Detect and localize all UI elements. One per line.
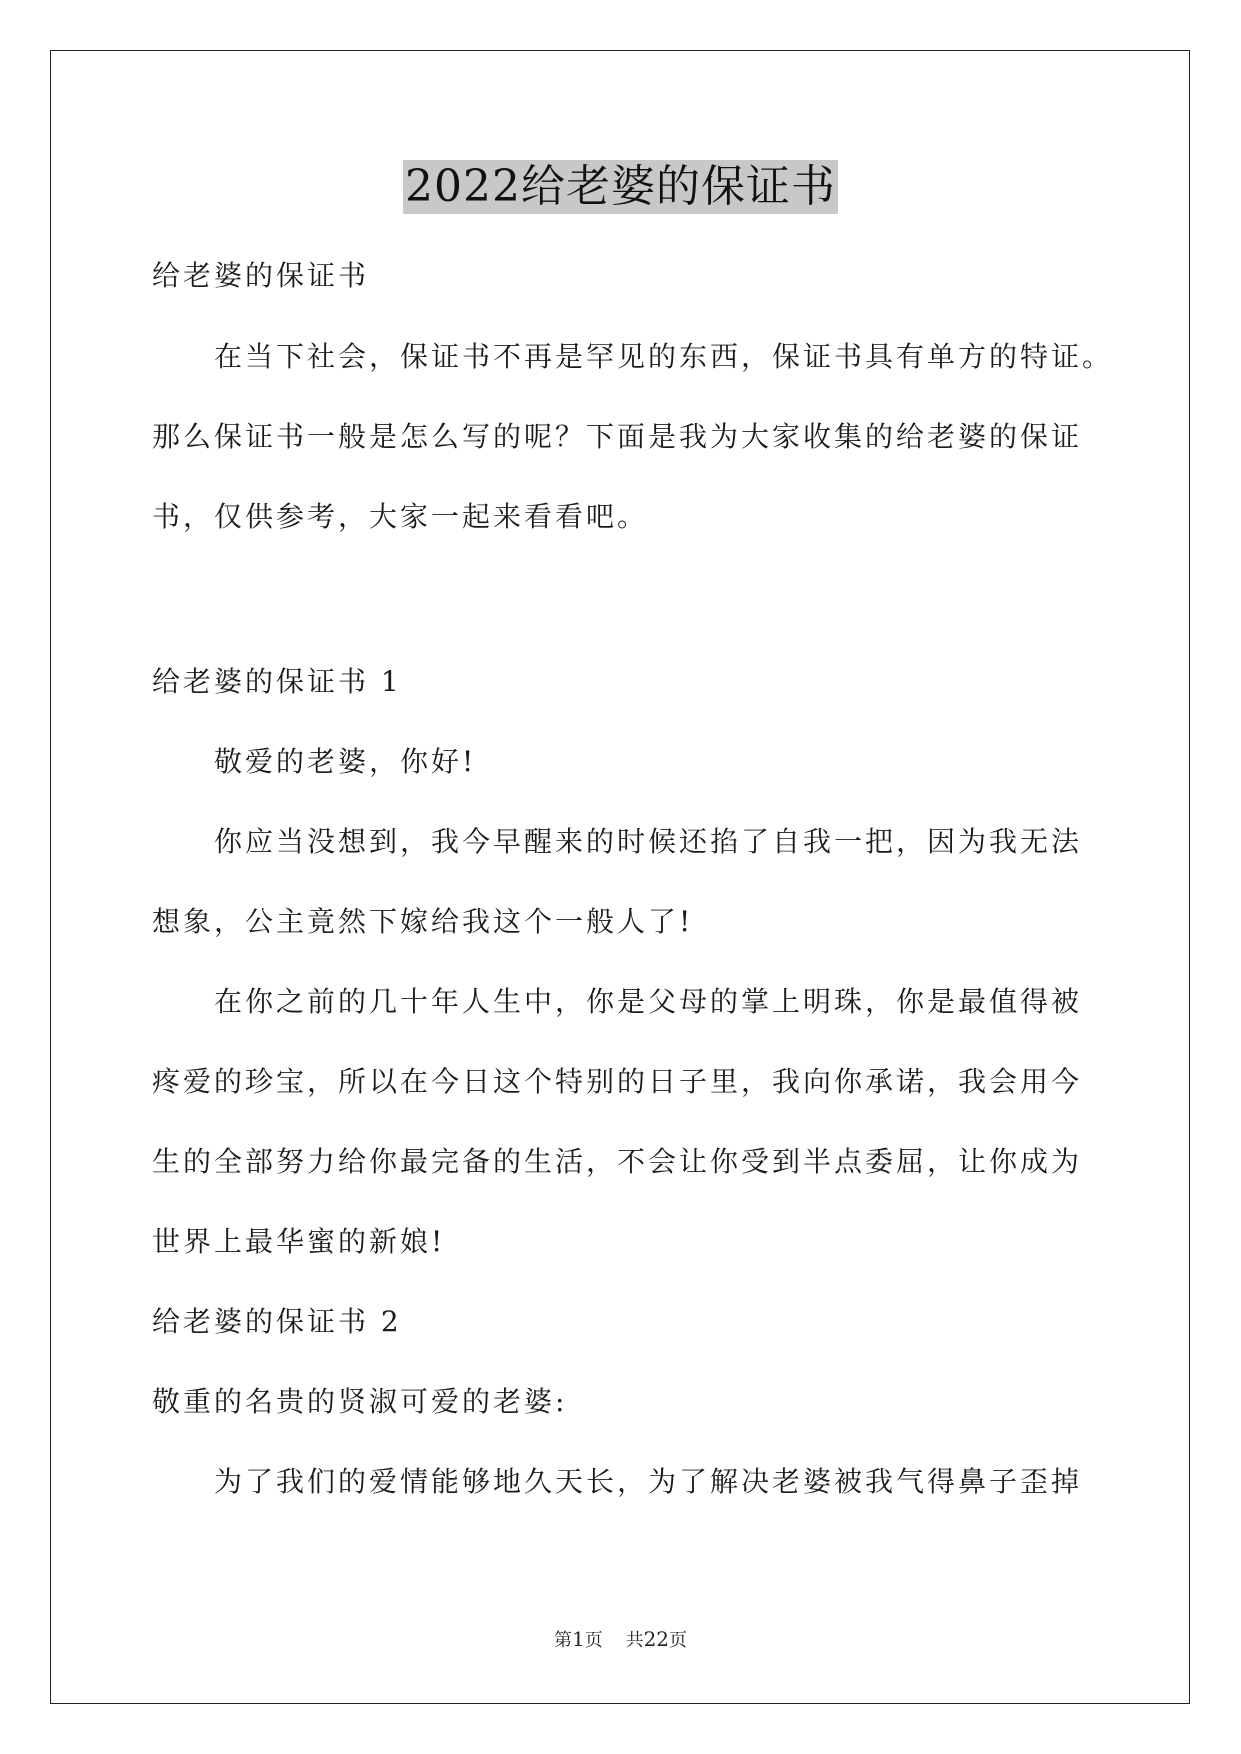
total-pages: 22	[643, 1627, 670, 1651]
paragraph-line: 你应当没想到，我今早醒来的时候还掐了自我一把，因为我无法	[214, 825, 1083, 858]
paragraph-line: 在当下社会，保证书不再是罕见的东西，保证书具有单方的特证。	[214, 340, 1114, 373]
section-heading-1: 给老婆的保证书 1	[152, 665, 402, 698]
page-number: 1	[571, 1627, 585, 1651]
page-prefix: 第	[553, 1630, 572, 1651]
paragraph-line: 生的全部努力给你最完备的生活，不会让你受到半点委屈，让你成为	[152, 1145, 1083, 1178]
page-suffix: 页	[584, 1630, 603, 1651]
total-suffix: 页	[669, 1630, 688, 1651]
page-footer	[0, 1627, 1241, 1653]
paragraph-line: 疼爱的珍宝，所以在今日这个特别的日子里，我向你承诺，我会用今	[152, 1065, 1083, 1098]
paragraph-line: 在你之前的几十年人生中，你是父母的掌上明珠，你是最值得被	[214, 985, 1083, 1018]
paragraph-line: 那么保证书一般是怎么写的呢？下面是我为大家收集的给老婆的保证	[152, 420, 1083, 453]
intro-heading: 给老婆的保证书	[152, 259, 370, 292]
document-title: 2022给老婆的保证书	[405, 161, 836, 212]
salutation-line: 敬爱的老婆，你好!	[214, 745, 477, 778]
paragraph-line: 书，仅供参考，大家一起来看看吧。	[152, 500, 649, 533]
section-heading-2: 给老婆的保证书 2	[152, 1305, 402, 1338]
salutation-line: 敬重的名贵的贤淑可爱的老婆:	[152, 1385, 568, 1418]
total-prefix: 共	[625, 1630, 644, 1651]
title-container	[0, 160, 1241, 214]
page-border	[50, 50, 1190, 1704]
paragraph-line: 为了我们的爱情能够地久天长，为了解决老婆被我气得鼻子歪掉	[214, 1465, 1083, 1498]
paragraph-line: 想象，公主竟然下嫁给我这个一般人了!	[152, 905, 694, 938]
paragraph-line: 世界上最华蜜的新娘!	[152, 1225, 446, 1258]
